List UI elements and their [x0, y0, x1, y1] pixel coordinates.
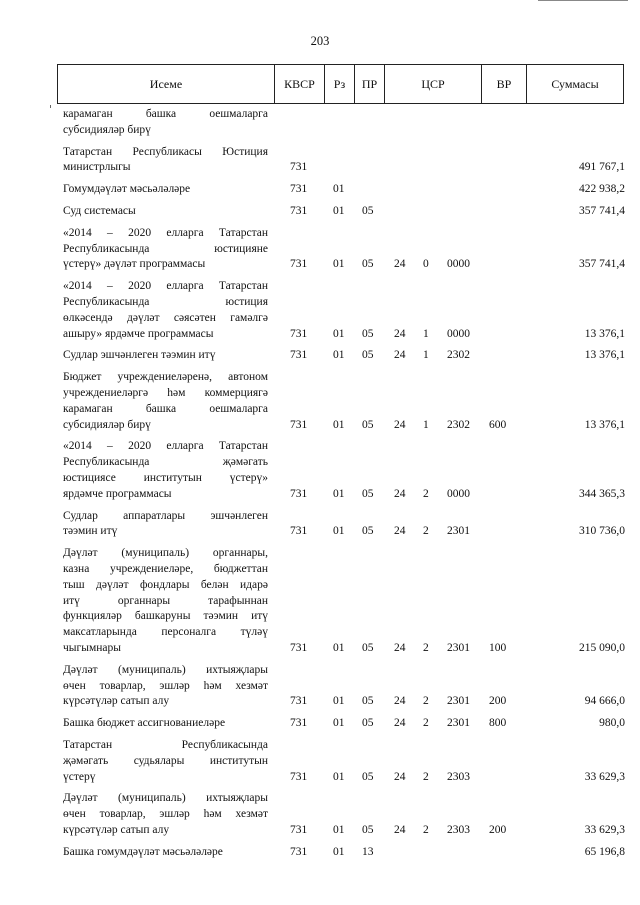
- cell-rz: 01: [333, 418, 345, 431]
- cell-kvsr: 731: [290, 205, 308, 217]
- page-number: 203: [310, 34, 330, 48]
- cell-sum: 94 666,0: [584, 695, 625, 708]
- cell-kvsr: 731: [290, 487, 308, 500]
- cell-csr3: 2301: [447, 695, 470, 708]
- table-row: [0, 439, 640, 502]
- cell-vr: 100: [489, 641, 507, 654]
- cell-rz: 01: [333, 258, 345, 271]
- table-row: [0, 279, 640, 342]
- cell-pr: 05: [362, 823, 374, 836]
- cell-kvsr: 731: [290, 183, 308, 196]
- table-header: [57, 64, 624, 104]
- row-name-line: өчен товарлар, эшләр һәм хезмәт: [63, 679, 268, 692]
- cell-pr: 05: [362, 205, 374, 217]
- row-name-line: Татарстан Республикасы Юстиция: [63, 145, 268, 158]
- row-name-line: карамаган башка оешмаларга: [63, 402, 268, 415]
- row-name-line: Татарстан Республикасында: [63, 739, 268, 751]
- table-row: [0, 738, 640, 785]
- cell-sum: 13 376,1: [584, 349, 625, 362]
- cell-csr3: 2303: [447, 823, 470, 836]
- cell-rz: 01: [333, 641, 345, 654]
- cell-sum: 310 736,0: [579, 525, 625, 538]
- table-row: [0, 370, 640, 433]
- cell-csr1: 24: [394, 641, 406, 654]
- row-name-line: Башка бюджет ассигнованиеләре: [63, 717, 226, 730]
- row-name: [63, 845, 268, 861]
- cell-csr1: 24: [394, 349, 406, 362]
- row-name-line: казна учреждениеләре, бюджеттан: [63, 562, 268, 575]
- cell-csr2: 1: [423, 349, 429, 362]
- cell-pr: 05: [362, 525, 374, 538]
- cell-csr2: 2: [423, 695, 429, 708]
- row-name-line: чыгымнары: [63, 641, 121, 654]
- row-name-line: өчен товарлар, эшләр һәм хезмәт: [63, 808, 268, 821]
- cell-kvsr: 731: [290, 770, 308, 783]
- row-name-line: күрсәтүләр сатып алу: [63, 823, 170, 836]
- header-csr: ЦСР: [385, 65, 482, 103]
- cell-pr: 13: [362, 845, 374, 858]
- row-name-line: җәмәгать судьялары институтын: [63, 754, 268, 767]
- row-name: [63, 738, 268, 785]
- cell-csr3: 2303: [447, 770, 470, 783]
- row-name-line: Республикасында юстицияне: [63, 242, 268, 255]
- row-name: [63, 107, 268, 139]
- cell-vr: 800: [489, 717, 507, 730]
- row-name-line: итү органнары тарафыннан: [63, 594, 268, 607]
- row-name-line: «2014 – 2020 елларга Татарстан: [63, 226, 268, 239]
- cell-sum: 344 365,3: [579, 487, 625, 500]
- row-name-line: ярдәмче программасы: [63, 487, 172, 500]
- cell-rz: 01: [333, 349, 345, 362]
- table-row: [0, 716, 640, 732]
- header-vr: ВР: [482, 65, 527, 103]
- table-row: [0, 182, 640, 198]
- row-name-line: Дәүләт (муниципаль) органнары,: [63, 547, 268, 560]
- cell-csr1: 24: [394, 327, 406, 340]
- header-sum: Суммасы: [551, 76, 599, 91]
- row-name-line: Республикасында җәмәгать: [63, 456, 268, 469]
- row-name: [63, 204, 268, 220]
- row-name-line: күрсәтүләр сатып алу: [63, 695, 170, 708]
- table-row: [0, 226, 640, 273]
- cell-rz: 01: [333, 845, 345, 858]
- cell-csr3: 2301: [447, 641, 470, 654]
- cell-csr1: 24: [394, 418, 406, 431]
- table-row: [0, 509, 640, 541]
- table-row: [0, 145, 640, 177]
- row-name-line: Дәүләт (муниципаль) ихтыяҗлары: [63, 792, 268, 805]
- cell-pr: 05: [362, 770, 374, 783]
- row-name-line: субсидияләр бирү: [63, 123, 151, 136]
- cell-pr: 05: [362, 695, 374, 708]
- row-name-line: учреждениеләргә һәм коммерциягә: [63, 386, 268, 399]
- cell-csr3: 2301: [447, 525, 470, 538]
- cell-csr2: 2: [423, 770, 429, 783]
- cell-sum: 13 376,1: [584, 418, 625, 431]
- cell-csr2: 2: [423, 717, 429, 730]
- cell-kvsr: 731: [290, 695, 308, 708]
- header-kvsr: КВСР: [275, 65, 325, 103]
- cell-csr3: 0000: [447, 487, 470, 500]
- row-name: [63, 279, 268, 342]
- row-name: [63, 348, 268, 364]
- row-name-line: өлкәсендә дәүләт сәясәтен гамәлгә: [63, 311, 268, 324]
- cell-rz: 01: [333, 327, 345, 340]
- cell-csr3: 2302: [447, 349, 470, 362]
- cell-csr1: 24: [394, 487, 406, 500]
- cell-csr2: 2: [423, 823, 429, 836]
- cell-rz: 01: [333, 205, 345, 217]
- cell-csr2: 0: [423, 258, 429, 271]
- cell-sum: 13 376,1: [584, 327, 625, 340]
- cell-pr: 05: [362, 717, 374, 730]
- table-row: [0, 546, 640, 657]
- cell-kvsr: 731: [290, 418, 308, 431]
- table-row: [0, 663, 640, 710]
- cell-sum: 491 767,1: [579, 161, 625, 174]
- cell-sum: 422 938,2: [579, 183, 625, 196]
- cell-kvsr: 731: [290, 161, 308, 174]
- row-name: [63, 546, 268, 657]
- row-name: [63, 716, 268, 732]
- cell-sum: 215 090,0: [579, 641, 625, 654]
- cell-csr2: 2: [423, 525, 429, 538]
- cell-csr3: 0000: [447, 258, 470, 271]
- cell-csr3: 2302: [447, 418, 470, 431]
- cell-kvsr: 731: [290, 845, 308, 858]
- row-name-line: юстициясе институтын үстерү»: [63, 471, 268, 484]
- row-name-line: ашыру» ярдәмче программасы: [63, 327, 214, 340]
- cell-pr: 05: [362, 327, 374, 340]
- row-name-line: Дәүләт (муниципаль) ихтыяҗлары: [63, 663, 268, 676]
- cell-rz: 01: [333, 487, 345, 500]
- row-name: [63, 226, 268, 273]
- cell-kvsr: 731: [290, 349, 308, 362]
- row-name: [63, 791, 268, 838]
- cell-kvsr: 731: [290, 641, 308, 654]
- row-name-line: «2014 – 2020 елларга Татарстан: [63, 440, 268, 453]
- row-name-line: максатларында персоналга түләү: [63, 626, 268, 639]
- cell-csr1: 24: [394, 770, 406, 783]
- row-name-line: субсидияләр бирү: [63, 418, 151, 431]
- row-name-line: Судлар аппаратлары эшчәнлеген: [63, 509, 268, 522]
- row-name: [63, 439, 268, 502]
- table-row: [0, 107, 640, 139]
- row-name-line: үстерү: [63, 770, 96, 783]
- row-name-line: Республикасында юстиция: [63, 295, 268, 308]
- cell-kvsr: 731: [290, 823, 308, 836]
- row-name-line: Бюджет учреждениеләренә, автоном: [63, 371, 268, 384]
- row-name: [63, 663, 268, 710]
- cell-rz: 01: [333, 770, 345, 783]
- cell-sum: 33 629,3: [584, 823, 625, 836]
- cell-vr: 200: [489, 695, 507, 708]
- row-name-line: Башка гомумдәүләт мәсьәләләре: [63, 845, 223, 858]
- cell-kvsr: 731: [290, 258, 308, 271]
- scan-edge-line: [538, 0, 628, 1]
- row-name-line: тыш дәүләт фондлары белән идарә: [63, 578, 268, 591]
- row-name: [63, 370, 268, 433]
- row-name: [63, 182, 268, 198]
- cell-kvsr: 731: [290, 717, 308, 730]
- cell-vr: 600: [489, 418, 507, 431]
- cell-csr2: 2: [423, 641, 429, 654]
- cell-rz: 01: [333, 525, 345, 538]
- row-name-line: тәэмин итү: [63, 525, 118, 538]
- row-name-line: карамаган башка оешмаларга: [63, 108, 268, 120]
- cell-kvsr: 731: [290, 525, 308, 538]
- cell-pr: 05: [362, 349, 374, 362]
- row-name-line: Судлар эшчәнлеген тәэмин итү: [63, 349, 216, 362]
- cell-pr: 05: [362, 641, 374, 654]
- cell-csr1: 24: [394, 823, 406, 836]
- cell-pr: 05: [362, 418, 374, 431]
- row-name-line: министрлыгы: [63, 161, 131, 174]
- row-name-line: функцияләр башкаруны тәэмин итү: [63, 610, 268, 623]
- cell-sum: 980,0: [599, 717, 625, 730]
- cell-sum: 33 629,3: [584, 770, 625, 783]
- cell-csr2: 1: [423, 327, 429, 340]
- cell-rz: 01: [333, 695, 345, 708]
- row-name-line: Гомумдәүләт мәсьәләләре: [63, 183, 191, 196]
- cell-sum: 65 196,8: [584, 845, 625, 858]
- header-rz: Рз: [325, 65, 355, 103]
- cell-vr: 200: [489, 823, 507, 836]
- cell-csr1: 24: [394, 695, 406, 708]
- cell-sum: 357 741,4: [579, 205, 625, 217]
- row-name-line: Суд системасы: [63, 205, 136, 217]
- header-pr: ПР: [355, 65, 385, 103]
- cell-csr1: 24: [394, 717, 406, 730]
- cell-rz: 01: [333, 183, 345, 196]
- row-name-line: үстерү» дәүләт программасы: [63, 258, 206, 271]
- cell-csr2: 1: [423, 418, 429, 431]
- cell-sum: 357 741,4: [579, 258, 625, 271]
- header-name: Исеме: [58, 65, 275, 103]
- cell-kvsr: 731: [290, 327, 308, 340]
- row-name: [63, 145, 268, 177]
- cell-pr: 05: [362, 487, 374, 500]
- cell-rz: 01: [333, 823, 345, 836]
- row-name-line: «2014 – 2020 елларга Татарстан: [63, 280, 268, 293]
- cell-csr3: 0000: [447, 327, 470, 340]
- table-row: [0, 791, 640, 838]
- row-name: [63, 509, 268, 541]
- cell-csr1: 24: [394, 525, 406, 538]
- cell-csr3: 2301: [447, 717, 470, 730]
- table-row: [0, 348, 640, 364]
- table-row: [0, 845, 640, 861]
- cell-pr: 05: [362, 258, 374, 271]
- table-row: [0, 204, 640, 220]
- cell-csr2: 2: [423, 487, 429, 500]
- cell-rz: 01: [333, 717, 345, 730]
- cell-csr1: 24: [394, 258, 406, 271]
